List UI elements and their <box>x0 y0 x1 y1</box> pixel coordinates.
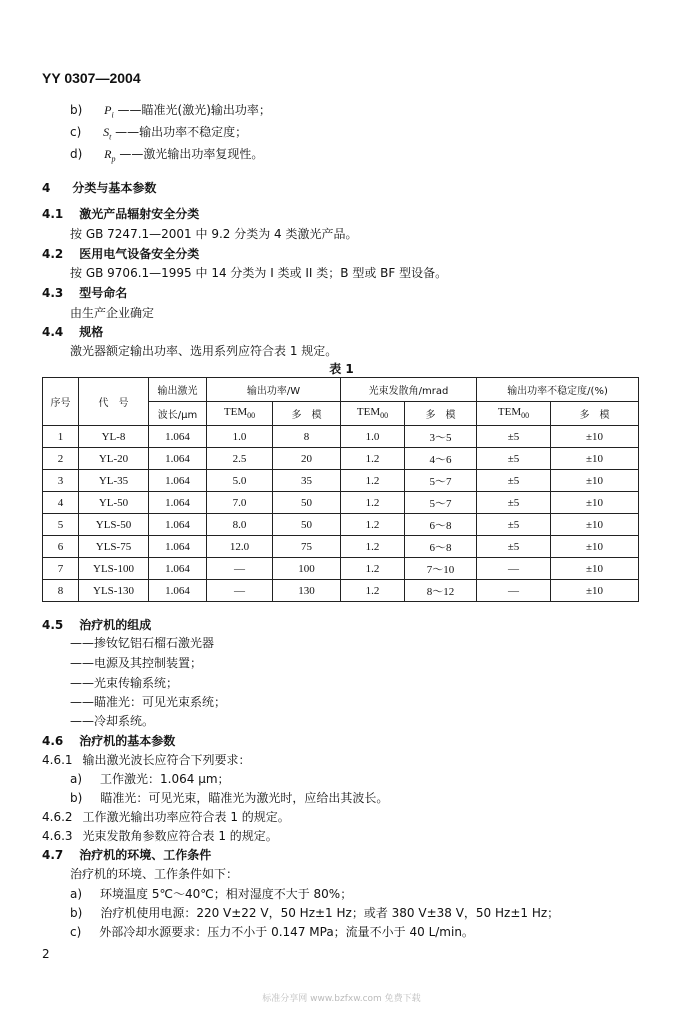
table-cell-seq: 8 <box>43 580 79 602</box>
table-cell-seq: 7 <box>43 558 79 580</box>
section-4-3-heading: 4.3 型号命名 <box>42 286 128 300</box>
section-4-4-body: 激光器额定输出功率、选用系列应符合表 1 规定。 <box>70 344 338 358</box>
list-item: ——冷却系统。 <box>70 714 155 728</box>
table-cell-s-multi: ±10 <box>551 426 639 448</box>
list-item: c) 外部冷却水源要求：压力不小于 0.147 MPa；流量不小于 40 L/min。 <box>70 925 474 939</box>
spec-table <box>42 377 639 602</box>
section-4-1-heading: 4.1 激光产品辐射安全分类 <box>42 207 200 221</box>
section-4-6-3: 4.6.3 光束发散角参数应符合表 1 的规定。 <box>42 829 278 843</box>
header-stab-multi: 多 模 <box>551 402 639 426</box>
table-cell-d-tem: 1.2 <box>341 558 405 580</box>
table-cell-d-multi: 7～10 <box>405 558 477 580</box>
def-symbol: $P_i$ <box>104 103 114 120</box>
table-cell-d-multi: 5～7 <box>405 492 477 514</box>
table-cell-s-multi: ±10 <box>551 558 639 580</box>
table-cell-wave: 1.064 <box>149 558 207 580</box>
table-cell-p-multi: 100 <box>273 558 341 580</box>
definition-c <box>70 124 247 145</box>
section-4-2-body: 按 GB 9706.1—1995 中 14 分类为 I 类或 II 类；B 型或 BF 型设备。 <box>70 266 448 280</box>
list-item: ——电源及其控制装置； <box>70 656 203 670</box>
list-item: b) 治疗机使用电源：220 V±22 V，50 Hz±1 Hz；或者 380 V±38 V，50 Hz±1 Hz； <box>70 906 560 920</box>
table-cell-p-multi: 35 <box>273 470 341 492</box>
table-cell-wave: 1.064 <box>149 580 207 602</box>
section-4-5-heading: 4.5 治疗机的组成 <box>42 618 152 632</box>
table-row <box>43 514 639 536</box>
table-cell-wave: 1.064 <box>149 470 207 492</box>
def-text: ——瞄准光(激光)输出功率； <box>117 103 271 117</box>
table-cell-d-tem: 1.0 <box>341 426 405 448</box>
table-cell-p-multi: 75 <box>273 536 341 558</box>
table-cell-code: YLS-130 <box>79 580 149 602</box>
table-cell-code: YL-8 <box>79 426 149 448</box>
list-item: a) 环境温度 5℃～40℃；相对湿度不大于 80%； <box>70 887 353 901</box>
table-cell-s-multi: ±10 <box>551 448 639 470</box>
table-row <box>43 426 639 448</box>
table-cell-p-multi: 130 <box>273 580 341 602</box>
table-cell-p-tem: 12.0 <box>207 536 273 558</box>
list-item: ——光束传输系统； <box>70 676 179 690</box>
section-4-7-intro: 治疗机的环境、工作条件如下： <box>70 867 239 881</box>
table-row <box>43 470 639 492</box>
table-cell-s-multi: ±10 <box>551 492 639 514</box>
section-4-2-heading: 4.2 医用电气设备安全分类 <box>42 247 200 261</box>
def-symbol: $S_t$ <box>103 125 112 142</box>
table-cell-seq: 2 <box>43 448 79 470</box>
header-divergence-group: 光束发散角/mrad <box>341 378 477 402</box>
header-power-tem: $TEM_{00}$ <box>207 402 273 426</box>
table-row <box>43 558 639 580</box>
section-4-4-heading: 4.4 规格 <box>42 325 104 339</box>
table-cell-code: YLS-50 <box>79 514 149 536</box>
table-cell-seq: 6 <box>43 536 79 558</box>
section-4-3-body: 由生产企业确定 <box>70 306 155 320</box>
table-cell-s-tem: — <box>477 558 551 580</box>
table-cell-s-multi: ±10 <box>551 470 639 492</box>
table-cell-code: YL-50 <box>79 492 149 514</box>
table-cell-s-tem: ±5 <box>477 426 551 448</box>
def-letter: b) <box>70 103 83 117</box>
table-cell-p-tem: 1.0 <box>207 426 273 448</box>
table-cell-wave: 1.064 <box>149 492 207 514</box>
table-caption: 表 1 <box>329 362 354 376</box>
table-cell-s-tem: — <box>477 580 551 602</box>
table-cell-p-multi: 20 <box>273 448 341 470</box>
table-cell-d-multi: 4～6 <box>405 448 477 470</box>
definition-d <box>70 146 263 167</box>
table-cell-p-tem: 2.5 <box>207 448 273 470</box>
header-wave-bottom: 波长/μm <box>149 402 207 426</box>
header-div-multi: 多 模 <box>405 402 477 426</box>
list-item: a) 工作激光：1.064 μm； <box>70 772 230 786</box>
header-stab-tem: $TEM_{00}$ <box>477 402 551 426</box>
table-cell-s-multi: ±10 <box>551 580 639 602</box>
table-cell-p-tem: — <box>207 580 273 602</box>
standard-number: YY 0307—2004 <box>42 70 141 86</box>
table-cell-p-multi: 50 <box>273 514 341 536</box>
table-cell-d-multi: 8～12 <box>405 580 477 602</box>
table-cell-d-multi: 6～8 <box>405 536 477 558</box>
def-letter: c) <box>70 125 82 139</box>
section-4-6-1: 4.6.1 输出激光波长应符合下列要求： <box>42 753 251 767</box>
table-row <box>43 448 639 470</box>
table-cell-s-multi: ±10 <box>551 536 639 558</box>
section-4-7-heading: 4.7 治疗机的环境、工作条件 <box>42 848 212 862</box>
table-cell-wave: 1.064 <box>149 426 207 448</box>
table-cell-d-multi: 3～5 <box>405 426 477 448</box>
header-wave-top: 输出激光 <box>149 378 207 402</box>
definition-b <box>70 102 271 123</box>
header-stability-group: 输出功率不稳定度/(%) <box>477 378 639 402</box>
def-text: ——激光输出功率复现性。 <box>119 147 264 161</box>
table-cell-p-tem: — <box>207 558 273 580</box>
table-cell-d-multi: 5～7 <box>405 470 477 492</box>
page-number: 2 <box>42 947 50 961</box>
table-cell-code: YL-35 <box>79 470 149 492</box>
watermark: 标准分享网 www.bzfxw.com 免费下载 <box>262 994 421 1004</box>
table-cell-code: YL-20 <box>79 448 149 470</box>
table-cell-s-multi: ±10 <box>551 514 639 536</box>
header-seq: 序号 <box>43 378 79 426</box>
table-cell-d-tem: 1.2 <box>341 514 405 536</box>
table-cell-d-tem: 1.2 <box>341 536 405 558</box>
table-cell-d-multi: 6～8 <box>405 514 477 536</box>
table-row <box>43 536 639 558</box>
table-cell-code: YLS-75 <box>79 536 149 558</box>
table-cell-s-tem: ±5 <box>477 470 551 492</box>
table-cell-code: YLS-100 <box>79 558 149 580</box>
section-4-heading: 4 分类与基本参数 <box>42 181 157 195</box>
table-cell-p-multi: 8 <box>273 426 341 448</box>
table-cell-wave: 1.064 <box>149 536 207 558</box>
def-letter: d) <box>70 147 83 161</box>
list-item: b) 瞄准光：可见光束，瞄准光为激光时，应给出其波长。 <box>70 791 389 805</box>
table-cell-p-tem: 5.0 <box>207 470 273 492</box>
table-cell-d-tem: 1.2 <box>341 492 405 514</box>
table-cell-s-tem: ±5 <box>477 448 551 470</box>
header-div-tem: $TEM_{00}$ <box>341 402 405 426</box>
list-item: ——掺钕钇铝石榴石激光器 <box>70 636 215 650</box>
table-cell-wave: 1.064 <box>149 514 207 536</box>
section-4-6-heading: 4.6 治疗机的基本参数 <box>42 734 176 748</box>
table-cell-seq: 1 <box>43 426 79 448</box>
table-cell-p-multi: 50 <box>273 492 341 514</box>
table-cell-p-tem: 7.0 <box>207 492 273 514</box>
list-item: ——瞄准光：可见光束系统； <box>70 695 227 709</box>
table-cell-s-tem: ±5 <box>477 492 551 514</box>
header-power-multi: 多 模 <box>273 402 341 426</box>
header-code: 代 号 <box>79 378 149 426</box>
table-cell-d-tem: 1.2 <box>341 580 405 602</box>
section-4-1-body: 按 GB 7247.1—2001 中 9.2 分类为 4 类激光产品。 <box>70 227 358 241</box>
table-cell-seq: 3 <box>43 470 79 492</box>
table-cell-s-tem: ±5 <box>477 536 551 558</box>
table-row <box>43 580 639 602</box>
table-cell-p-tem: 8.0 <box>207 514 273 536</box>
table-cell-wave: 1.064 <box>149 448 207 470</box>
def-text: ——输出功率不稳定度； <box>115 125 248 139</box>
section-4-6-2: 4.6.2 工作激光输出功率应符合表 1 的规定。 <box>42 810 290 824</box>
table-row <box>43 492 639 514</box>
header-power-group: 输出功率/W <box>207 378 341 402</box>
table-cell-seq: 5 <box>43 514 79 536</box>
def-symbol: $R_p$ <box>104 147 116 164</box>
table-cell-d-tem: 1.2 <box>341 448 405 470</box>
table-cell-s-tem: ±5 <box>477 514 551 536</box>
table-cell-d-tem: 1.2 <box>341 470 405 492</box>
table-cell-seq: 4 <box>43 492 79 514</box>
